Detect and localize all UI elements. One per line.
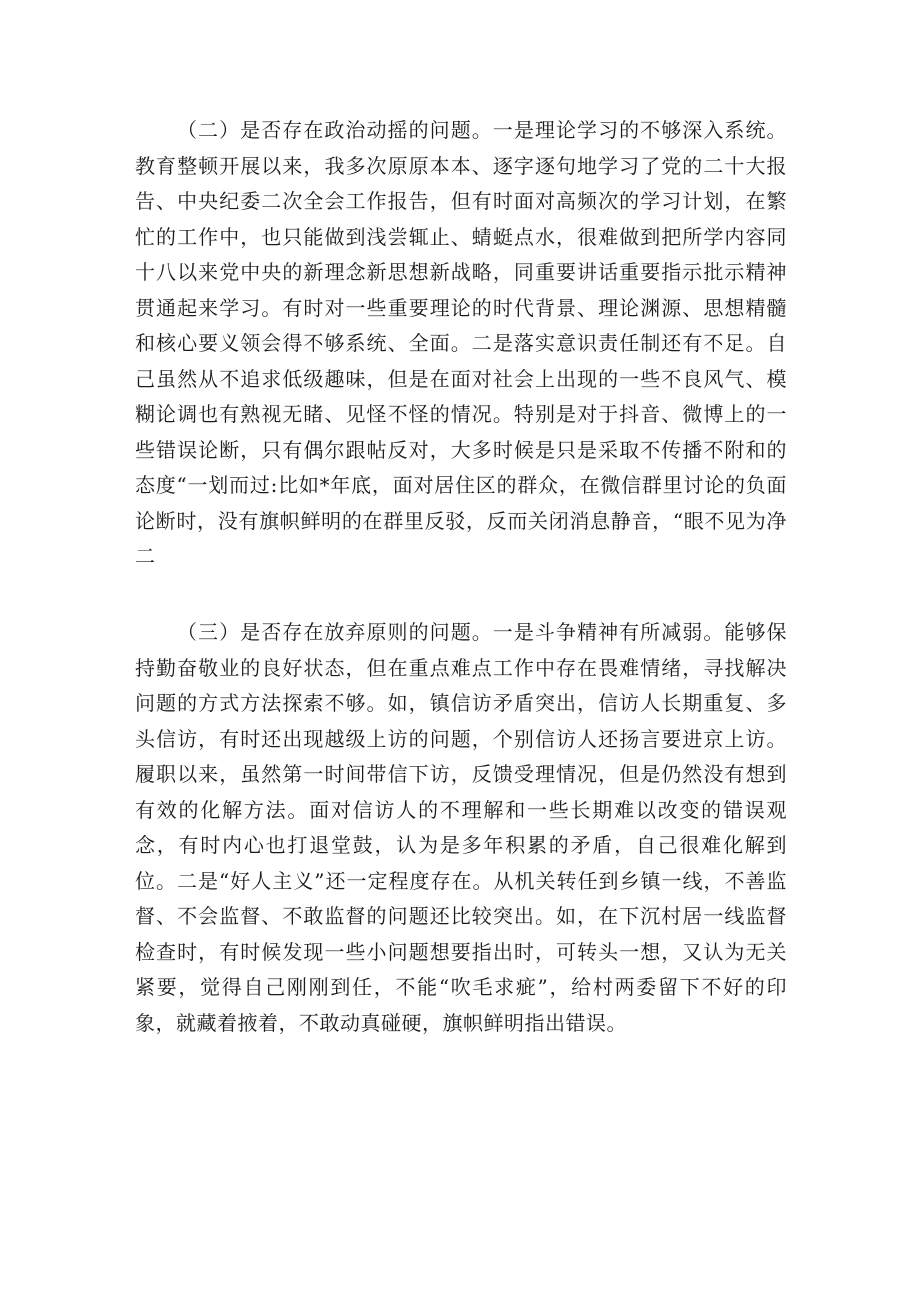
paragraph-political-wavering: （二）是否存在政治动摇的问题。一是理论学习的不够深入系统。教育整顿开展以来，我多次原原本本、逐字逐句地学习了党的二十大报告、中央纪委二次全会工作报告，但有时面对高频次的学习计划，在繁忙的工作中，也只能做到浅尝辄止、蜻蜓点水，很难做到把所学内容同十八以来党中央的新理念新思想新战略，同重要讲话重要指示批示精神贯通起来学习。有时对一些重要理论的时代背景、理论渊源、思想精髓和核心要义领会得不够系统、全面。二是落实意识责任制还有不足。自己虽然从不追求低级趣味，但是在面对社会上出现的一些不良风气、模糊论调也有熟视无睹、见怪不怪的情况。特别是对于抖音、微博上的一些错误论断，只有偶尔跟帖反对，大多时候是只是采取不传播不附和的态度“一划而过:比如*年底，面对居住区的群众，在微信群里讨论的负面论断时，没有旗帜鲜明的在群里反驳，反而关闭消息静音，“眼不见为净二 bbox=[135, 118, 787, 568]
paragraph-abandoning-principles: （三）是否存在放弃原则的问题。一是斗争精神有所减弱。能够保持勤奋敬业的良好状态，但在重点难点工作中存在畏难情绪，寻找解决问题的方式方法探索不够。如，镇信访矛盾突出，信访人长期重复、多头信访，有时还出现越级上访的问题，个别信访人还扬言要进京上访。履职以来，虽然第一时间带信下访，反馈受理情况，但是仍然没有想到有效的化解方法。面对信访人的不理解和一些长期难以改变的错误观念，有时内心也打退堂鼓，认为是多年积累的矛盾，自己很难化解到位。二是“好人主义”还一定程度存在。从机关转任到乡镇一线，不善监督、不会监督、不敢监督的问题还比较突出。如，在下沉村居一线监督检查时，有时候发现一些小问题想要指出时，可转头一想，又认为无关紧要，觉得自己刚刚到任，不能“吹毛求疵”，给村两委留下不好的印象，就藏着掖着，不敢动真碰硬，旗帜鲜明指出错误。 bbox=[135, 620, 787, 1035]
